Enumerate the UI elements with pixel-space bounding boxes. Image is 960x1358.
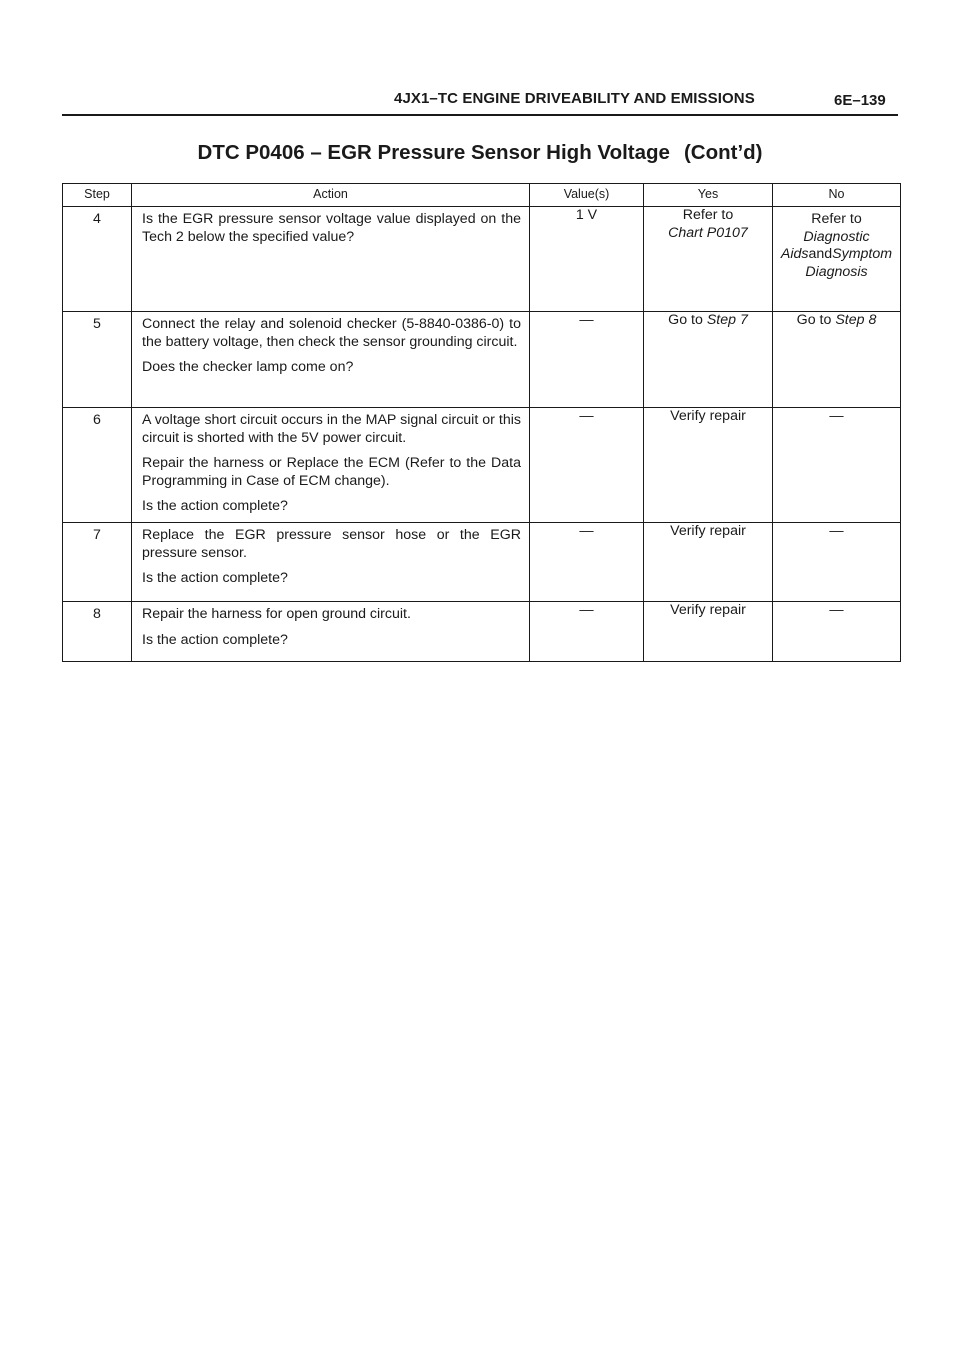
no-reference: Step 8: [835, 312, 877, 328]
yes-cell: [644, 207, 773, 312]
action-cell: [132, 408, 530, 523]
document-title: [0, 141, 960, 165]
action-cell: [132, 602, 530, 662]
yes-reference: Chart P0107: [668, 224, 748, 241]
yes-reference: Step 7: [706, 312, 748, 328]
table-row: [63, 207, 901, 312]
step-number: 4: [63, 207, 132, 312]
no-reference-symptom-diagnosis: Symptom Diagnosis: [805, 246, 893, 280]
action-cell: [132, 523, 530, 602]
yes-cell: Verify repair: [644, 408, 773, 523]
value-cell: —: [530, 408, 644, 523]
page-number: 6E–139: [834, 92, 886, 109]
action-text: Is the EGR pressure sensor voltage value displayed on the Tech 2 below the specified value?: [142, 211, 521, 245]
header-rule: [62, 114, 898, 116]
step-number: 5: [63, 312, 132, 408]
action-question: Is the action complete?: [142, 631, 288, 648]
diagnostic-table: [62, 183, 901, 662]
no-reference-diagnostic-aids: Diagnostic Aids: [780, 228, 870, 263]
no-prefix: Refer to: [811, 211, 862, 227]
action-question: Is the action complete?: [142, 498, 288, 515]
column-header-no: No: [773, 184, 901, 207]
value-cell: —: [530, 523, 644, 602]
no-cell: [773, 312, 901, 408]
no-cell: —: [773, 523, 901, 602]
action-cell: [132, 207, 530, 312]
value-cell: —: [530, 312, 644, 408]
column-header-yes: Yes: [644, 184, 773, 207]
yes-cell: [644, 312, 773, 408]
yes-cell: Verify repair: [644, 523, 773, 602]
action-text: Repair the harness or Replace the ECM (Refer to the Data Programming in Case of ECM change).: [142, 455, 521, 489]
value-cell: —: [530, 602, 644, 662]
table-row: [63, 408, 901, 523]
table-row: [63, 602, 901, 662]
no-reference-conjunction: and: [808, 246, 833, 263]
action-text: Connect the relay and solenoid checker (5-8840-0386-0) to the battery voltage, then check the sensor grounding circuit.: [142, 316, 521, 350]
action-text: Replace the EGR pressure sensor hose or the EGR pressure sensor.: [142, 527, 521, 561]
step-number: 8: [63, 602, 132, 662]
action-text: A voltage short circuit occurs in the MAP signal circuit or this circuit is shorted with the 5V power circuit.: [142, 412, 521, 446]
column-header-step: Step: [63, 184, 132, 207]
table-header-row: [63, 184, 901, 207]
table-row: [63, 523, 901, 602]
header-section-title: 4JX1–TC ENGINE DRIVEABILITY AND EMISSIONS: [394, 90, 755, 107]
table-row: [63, 312, 901, 408]
column-header-values: Value(s): [530, 184, 644, 207]
yes-cell: Verify repair: [644, 602, 773, 662]
no-cell: —: [773, 602, 901, 662]
step-number: 6: [63, 408, 132, 523]
action-text: Repair the harness for open ground circuit.: [142, 606, 411, 622]
action-question: Does the checker lamp come on?: [142, 359, 354, 376]
value-cell: 1 V: [530, 207, 644, 312]
no-cell: —: [773, 408, 901, 523]
no-prefix: Go to: [796, 312, 832, 328]
column-header-action: Action: [132, 184, 530, 207]
action-question: Is the action complete?: [142, 570, 288, 587]
title-main: DTC P0406 – EGR Pressure Sensor High Voltage: [197, 141, 670, 164]
step-number: 7: [63, 523, 132, 602]
action-cell: [132, 312, 530, 408]
yes-prefix: Go to: [668, 312, 703, 328]
no-cell: [773, 207, 901, 312]
yes-prefix: Refer to: [682, 207, 734, 223]
title-continued: (Cont’d): [683, 141, 763, 164]
